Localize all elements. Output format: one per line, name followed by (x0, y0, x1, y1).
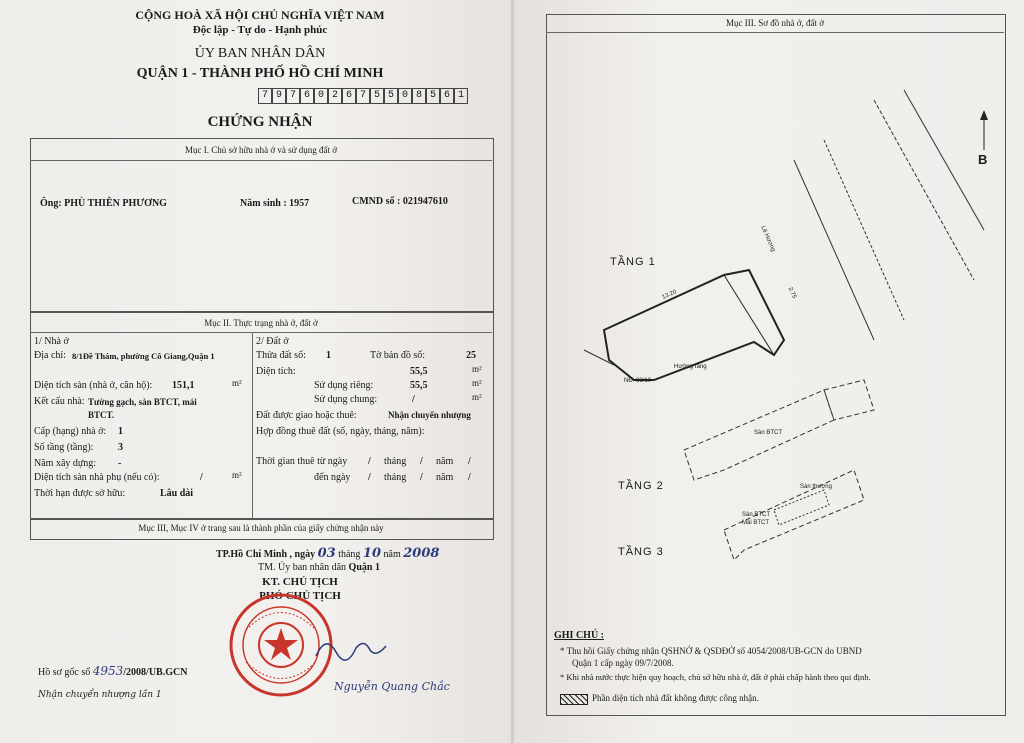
motto: Độc lập - Tự do - Hạnh phúc (192, 24, 328, 36)
structure-value-1: Tường gạch, sàn BTCT, mái (88, 397, 197, 407)
serial-digit: 0 (314, 88, 328, 104)
plot-value: 1 (326, 350, 331, 361)
on-behalf-label: TM. Ủy ban nhân dân (258, 562, 347, 573)
floor-area-label: Diện tích sàn (nhà ở, căn hộ): (34, 380, 153, 391)
floor-plan-diagram (574, 80, 994, 600)
ownership-term-label: Thời hạn được sở hữu: (34, 488, 126, 499)
common-use-label: Sử dụng chung: (314, 394, 378, 405)
country-heading: CỘNG HOÀ XÃ HỘI CHỦ NGHĨA VIỆT NAM (135, 8, 385, 22)
signer-role-1: KT. CHỦ TỊCH (262, 576, 338, 588)
plan-length-dim: 13.20 (661, 289, 678, 301)
lease-from-year-label: năm (436, 456, 454, 467)
plan-roof-label: Mái BTCT (742, 520, 769, 526)
lease-to-year: / (468, 472, 471, 483)
common-use-value: / (412, 394, 415, 405)
document-title: CHỨNG NHẬN (207, 114, 313, 130)
floor-2-label: TẦNG 2 (618, 480, 664, 492)
grade-value: 1 (118, 426, 123, 437)
issue-month-word: tháng (338, 549, 361, 560)
common-use-unit: m² (472, 392, 482, 402)
owner-name: Ông: PHÙ THIÊN PHƯƠNG (40, 198, 167, 209)
land-source-label: Đất được giao hoặc thuê: (256, 410, 357, 421)
north-label: B (978, 152, 988, 167)
land-area-unit: m² (472, 364, 482, 374)
signer-role-2: PHÓ CHỦ TỊCH (259, 590, 341, 602)
lease-to-month-label: tháng (384, 472, 407, 483)
plot-label: Thửa đất số: (256, 350, 306, 361)
ownership-term-value: Lâu dài (160, 488, 194, 499)
private-use-unit: m² (472, 378, 482, 388)
serial-digit: 7 (258, 88, 272, 104)
issue-year: 2008 (403, 546, 440, 561)
floor-area-value: 151,1 (172, 380, 195, 391)
plan-floor3-label-b: Sàn BTCT (742, 512, 771, 518)
file-number-suffix: /2008/UB.GCN (123, 667, 188, 678)
plan-width-dim: 2.75 (786, 286, 797, 300)
serial-digit: 6 (342, 88, 356, 104)
private-use-label: Sử dụng riêng: (314, 380, 374, 391)
lease-from-month-label: tháng (384, 456, 407, 467)
land-area-label: Diện tích: (256, 366, 296, 377)
lease-from-year: / (468, 456, 471, 467)
issue-place: TP.Hồ Chí Minh , ngày (216, 549, 316, 560)
issue-year-word: năm (383, 549, 401, 560)
lease-from-label: Thời gian thuê từ ngày (256, 456, 348, 467)
lease-to-label: đến ngày (314, 472, 351, 483)
notes-title: GHI CHÚ : (554, 630, 604, 641)
file-number-label: Hồ sơ gốc số (38, 667, 91, 678)
handwritten-signature (312, 628, 392, 668)
serial-digit: 6 (300, 88, 314, 104)
legend-label: Phần diện tích nhà đất không được công nhận. (592, 693, 759, 703)
serial-digit: 5 (370, 88, 384, 104)
lease-contract-label: Hợp đồng thuê đất (số, ngày, tháng, năm): (256, 426, 425, 437)
lease-to-year-label: năm (436, 472, 454, 483)
land-area-value: 55,5 (410, 366, 428, 377)
floor-3-label: TẦNG 3 (618, 546, 664, 558)
lease-to-month: / (420, 472, 423, 483)
grade-label: Cấp (hạng) nhà ở: (34, 426, 107, 437)
floor-1-label: TẦNG 1 (610, 256, 656, 268)
aux-area-label: Diện tích sàn nhà phụ (nếu có): (34, 472, 160, 483)
section-1-title: Mục I. Chủ sở hữu nhà ở và sử dụng đất ở (184, 145, 338, 155)
issue-month: 10 (362, 546, 382, 561)
signer-name: Nguyễn Quang Chắc (334, 680, 450, 693)
private-use-value: 55,5 (410, 380, 428, 391)
section-footer-note: Mục III, Mục IV ở trang sau là thành phần của giấy chứng nhận này (138, 523, 384, 533)
serial-digit: 7 (356, 88, 370, 104)
authority-name: ỦY BAN NHÂN DÂN (194, 46, 326, 61)
floors-value: 3 (118, 442, 123, 453)
structure-value-2: BTCT. (88, 410, 115, 420)
transfer-note: Nhận chuyển nhượng lần 1 (38, 690, 162, 700)
build-year-label: Năm xây dựng: (34, 458, 97, 469)
serial-digit: 1 (454, 88, 468, 104)
lease-from-month: / (420, 456, 423, 467)
serial-digit: 6 (440, 88, 454, 104)
house-heading: 1/ Nhà ở (34, 336, 69, 347)
map-sheet-value: 25 (466, 350, 476, 361)
issue-day: 03 (317, 546, 336, 561)
floors-label: Số tầng (tầng): (34, 442, 94, 453)
aux-area-unit: m² (232, 470, 242, 480)
file-number-value: 4953 (92, 664, 124, 678)
address-label: Địa chỉ: (34, 350, 66, 361)
aux-area-value: / (200, 472, 203, 483)
lease-to-day: / (368, 472, 371, 483)
certificate-right-page (514, 0, 1024, 743)
serial-digit: 5 (384, 88, 398, 104)
land-source-value: Nhận chuyển nhượng (388, 410, 471, 420)
floor-area-unit: m² (232, 378, 242, 388)
owner-id-number: CMND số : 021947610 (352, 196, 448, 207)
structure-label: Kết cấu nhà: (34, 396, 85, 407)
plan-stairs-label: Hướng rằng (674, 364, 707, 370)
serial-digit: 9 (272, 88, 286, 104)
note-1: * Thu hồi Giấy chứng nhận QSHNỞ & QSDĐỞ số 4054/2008/UB-GCN do UBND (560, 646, 862, 656)
map-sheet-label: Tờ bản đồ số: (370, 350, 426, 361)
district-name: QUẬN 1 - THÀNH PHỐ HỒ CHÍ MINH (136, 66, 384, 81)
lease-from-day: / (368, 456, 371, 467)
serial-digit: 2 (328, 88, 342, 104)
serial-digit: 8 (412, 88, 426, 104)
note-1b: Quận 1 cấp ngày 09/7/2008. (572, 658, 674, 668)
plan-street-label: Lê Hương (759, 225, 776, 253)
section-2-title: Mục II. Thực trạng nhà ở, đất ở (204, 318, 318, 328)
build-year-value: - (118, 458, 122, 469)
plan-floor2-label: Sàn BTCT (754, 430, 783, 436)
legend-hatch-swatch (560, 694, 588, 705)
section-3-title: Mục III. Sơ đồ nhà ở, đất ở (725, 18, 824, 28)
serial-digit: 0 (398, 88, 412, 104)
note-2: * Khi nhà nước thực hiện quy hoạch, chủ sở hữu nhà ở, đất ở phải chấp hành theo qui định. (560, 672, 871, 682)
plan-floor3-label-a: Sàn thượng (800, 484, 832, 490)
plan-parcel-label: NĐ: 83/10 (624, 378, 652, 384)
serial-digit: 7 (286, 88, 300, 104)
land-heading: 2/ Đất ở (256, 336, 289, 347)
on-behalf-unit: Quận 1 (348, 562, 380, 573)
owner-birth-year: Năm sinh : 1957 (240, 198, 310, 209)
section-1-box (30, 138, 494, 312)
address-value: 8/1Đề Thám, phường Cô Giang,Quận 1 (72, 351, 215, 361)
serial-digit: 5 (426, 88, 440, 104)
